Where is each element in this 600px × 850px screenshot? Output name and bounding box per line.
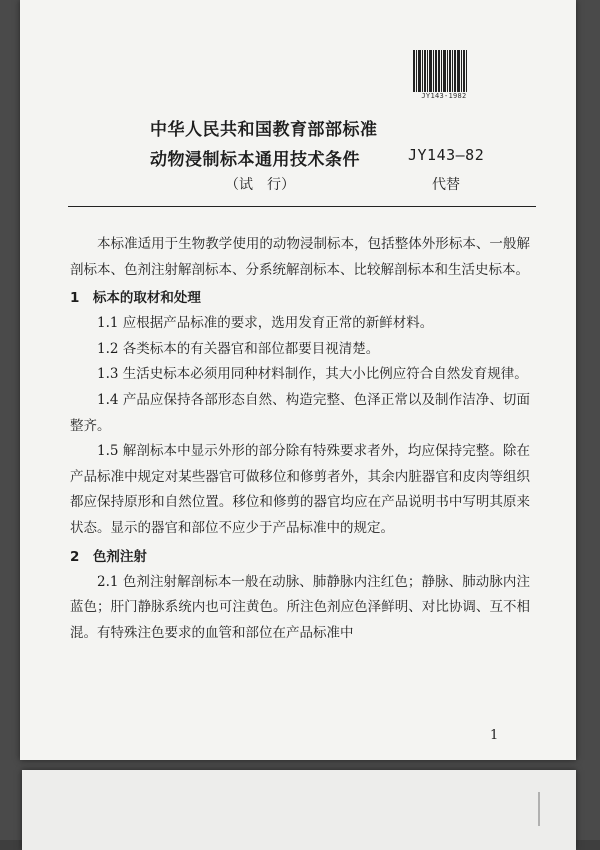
page-number: 1 <box>490 728 499 743</box>
clause-1-4: 1.4 产品应保持各部形态自然、构造完整、色泽正常以及制作洁净、切面整齐。 <box>70 391 530 434</box>
replace-note: 代替 <box>432 177 460 193</box>
barcode-image <box>413 50 473 92</box>
document-page <box>20 0 576 760</box>
barcode-label: JY143-1982 <box>421 92 467 100</box>
clause-1-5: 1.5 解剖标本中显示外形的部分除有特殊要求者外，均应保持完整。除在产品标准中规定对某些器官可做移位和修剪者外，其余内脏器官和皮肉等组织都应保持原形和自然位置。移位和修剪的器官均应在产品说明书中写明其原来状态。显示的器官和部位不应少于产品标准中的规定。 <box>70 443 530 536</box>
header-divider <box>68 206 536 207</box>
section-1-heading: 1 标本的取材和处理 <box>70 290 201 307</box>
trial-note: （试 行） <box>225 177 295 193</box>
org-line: 中华人民共和国教育部部标准 <box>150 120 378 140</box>
clause-1-2: 1.2 各类标本的有关器官和部位都要目视清楚。 <box>97 340 380 357</box>
clause-1-1: 1.1 应根据产品标准的要求，选用发育正常的新鲜材料。 <box>97 315 434 332</box>
document-body <box>70 232 530 646</box>
section-2-heading: 2 色剂注射 <box>70 548 147 565</box>
scan-mark <box>538 792 550 826</box>
standard-code: JY143—82 <box>408 146 485 164</box>
clause-1-3: 1.3 生活史标本必须用同种材料制作，其大小比例应符合自然发育规律。 <box>97 366 528 383</box>
document-title: 动物浸制标本通用技术条件 <box>150 150 360 170</box>
intro-paragraph: 本标准适用于生物教学使用的动物浸制标本，包括整体外形标本、一般解剖标本、色剂注射解剖标本、分系统解剖标本、比较解剖标本和生活史标本。 <box>70 236 530 278</box>
clause-2-1: 2.1 色剂注射解剖标本一般在动脉、肺静脉内注红色；静脉、肺动脉内注蓝色；肝门静脉系统内也可注黄色。所注色剂应色泽鲜明、对比协调、互不相混。有特殊注色要求的血管和部位在产品标准中 <box>70 573 530 641</box>
next-page-edge <box>22 770 576 850</box>
